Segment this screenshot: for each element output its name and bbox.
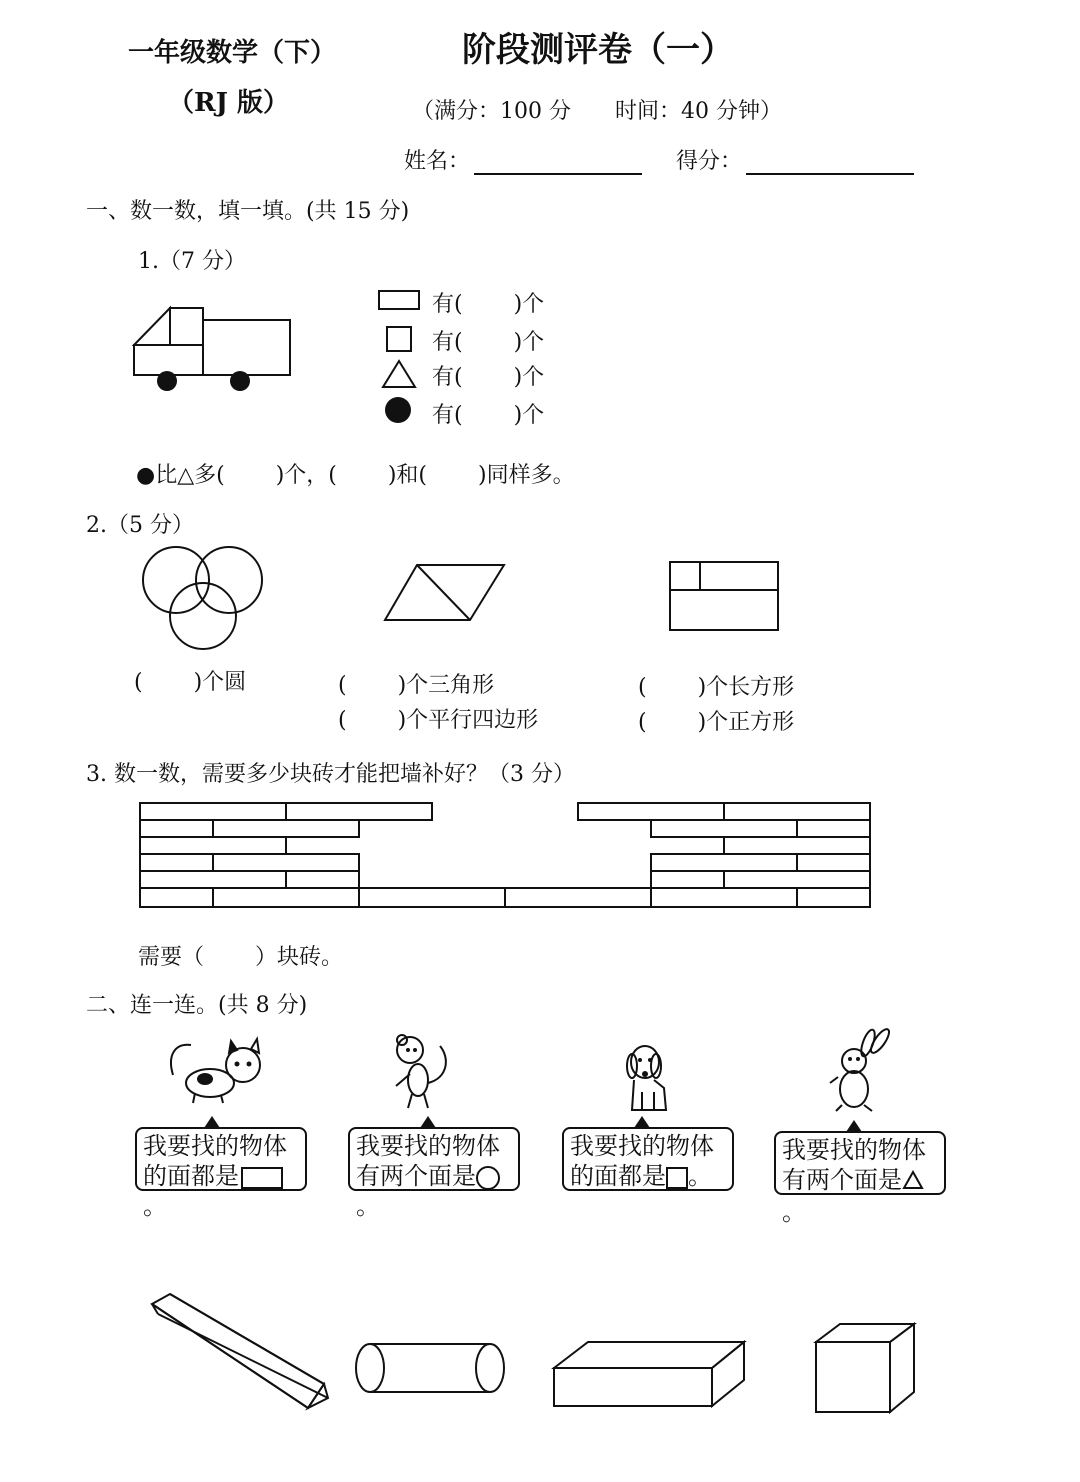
truck-cab-square [170, 308, 203, 345]
q2-triangles-answer: ( )个三角形 [338, 673, 495, 698]
bubble-line2: 有两个面是。 [356, 1161, 512, 1221]
three-circles-figure [140, 540, 270, 655]
q3-answer: 需要（ ）块砖。 [138, 945, 343, 970]
score-label: 得分： [676, 149, 743, 174]
circle-icon [476, 1166, 500, 1190]
q3-label: 3. 数一数，需要多少块砖才能把墙补好？（3 分） [86, 762, 575, 787]
q2-parallelograms-answer: ( )个平行四边形 [338, 708, 539, 733]
rectangle-icon [241, 1167, 283, 1189]
q1-row-triangle: 有( )个 [432, 365, 545, 390]
triangle-icon [902, 1167, 924, 1197]
dog-icon [620, 1040, 680, 1115]
truck-triangle [134, 308, 170, 345]
monkey-icon [388, 1028, 458, 1113]
name-blank[interactable] [474, 151, 642, 175]
truck-base-rectangle [134, 345, 203, 375]
rabbit-speech-bubble [774, 1131, 946, 1226]
square-icon [386, 326, 414, 354]
bubble-line2: 的面都是 。 [570, 1162, 712, 1190]
monkey-speech-bubble [348, 1127, 520, 1220]
exam-title: 阶段测评卷（一） [462, 30, 734, 70]
truck-wheel-right [230, 371, 250, 391]
cat-speech-bubble [135, 1127, 307, 1220]
section2-title: 二、连一连。(共 8 分) [86, 993, 308, 1018]
triangular-prism-figure[interactable] [148, 1290, 333, 1415]
truck-wheel-left [157, 371, 177, 391]
dog-speech-bubble [562, 1127, 734, 1191]
cat-icon [165, 1035, 270, 1107]
truck-cargo-rectangle [203, 320, 290, 375]
cuboid-figure[interactable] [550, 1338, 750, 1410]
q1-row-circle: 有( )个 [432, 403, 545, 428]
square-icon [666, 1167, 688, 1189]
brick-wall-figure [138, 800, 874, 912]
rabbit-icon [828, 1025, 898, 1115]
cube-figure[interactable] [812, 1320, 922, 1416]
q2-label: 2.（5 分） [86, 513, 194, 538]
q1-label: 1.（7 分） [138, 249, 246, 274]
q2-squares-answer: ( )个正方形 [638, 710, 795, 735]
q2-circles-answer: ( )个圆 [134, 670, 247, 695]
rectangles-figure [668, 560, 783, 635]
bubble-line1: 我要找的物体 [782, 1136, 926, 1164]
name-field [404, 144, 642, 175]
name-label: 姓名： [404, 149, 471, 174]
exam-meta: （满分：100 分 时间：40 分钟） [412, 99, 782, 124]
filled-circle-icon [384, 396, 414, 426]
parallelogram-figure [382, 560, 510, 625]
q2-rectangles-answer: ( )个长方形 [638, 675, 795, 700]
score-blank[interactable] [746, 151, 914, 175]
bubble-line2: 有两个面是。 [782, 1165, 938, 1227]
bubble-line1: 我要找的物体 [143, 1132, 287, 1160]
q1-compare: ●比△多( )个，( )和( )同样多。 [136, 463, 575, 488]
truck-figure [130, 305, 295, 395]
rectangle-icon [378, 290, 422, 316]
bubble-line1: 我要找的物体 [356, 1132, 500, 1160]
bubble-line2: 的面都是。 [143, 1161, 299, 1221]
bubble-line1: 我要找的物体 [570, 1132, 714, 1160]
edition-label: （RJ 版） [168, 88, 289, 118]
grade-title: 一年级数学（下） [128, 38, 337, 68]
q1-row-square: 有( )个 [432, 330, 545, 355]
score-field [676, 144, 914, 175]
section1-title: 一、数一数，填一填。(共 15 分) [86, 199, 410, 224]
triangle-icon [382, 360, 418, 390]
q1-row-rectangle: 有( )个 [432, 292, 545, 317]
cylinder-figure[interactable] [350, 1340, 515, 1400]
